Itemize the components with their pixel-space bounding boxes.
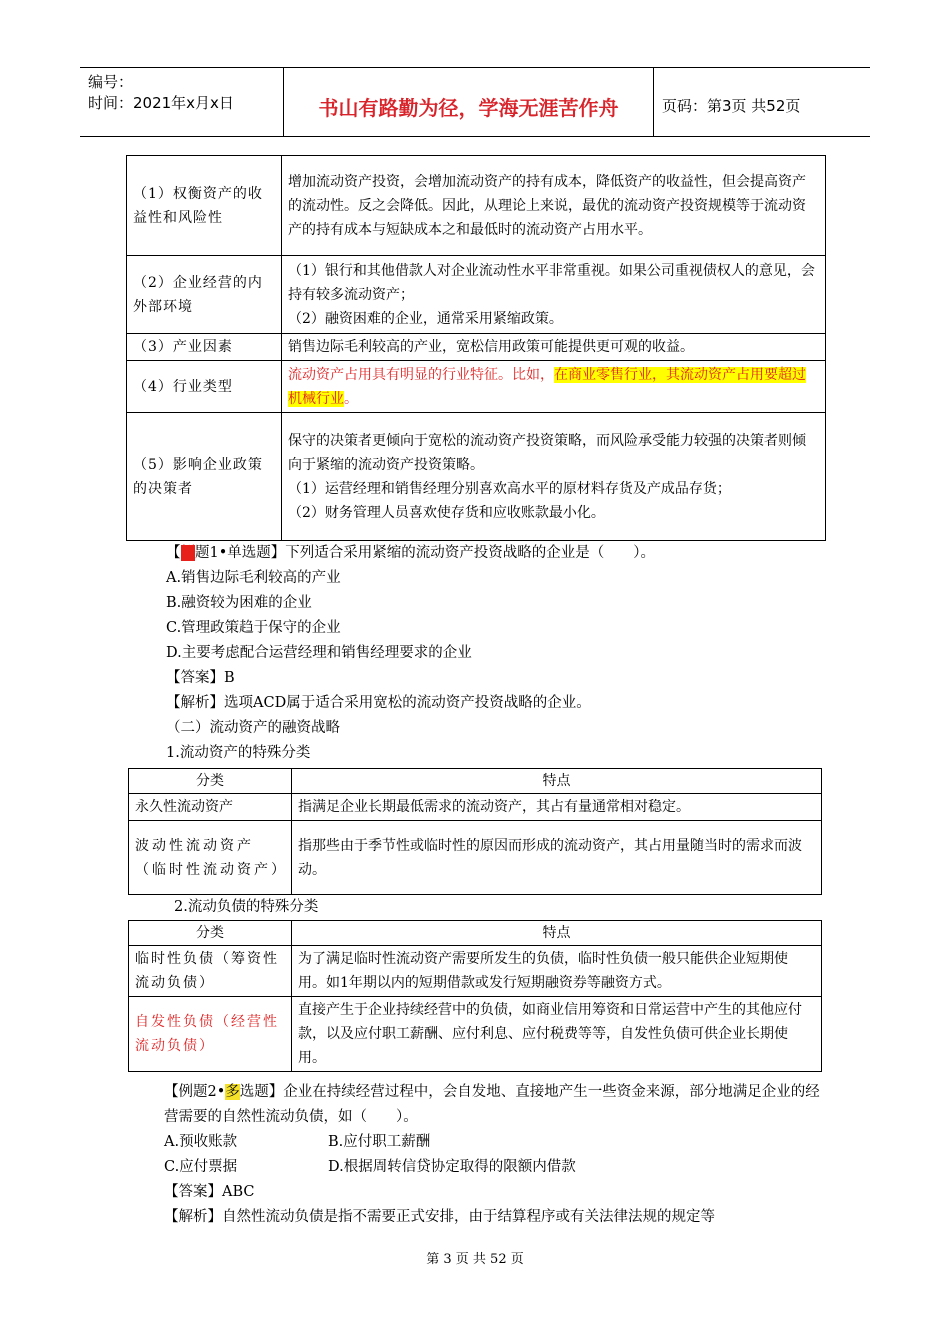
row-label: （4）行业类型 — [127, 361, 282, 413]
table-row: 临时性负债（筹资性流动负债） 为了满足临时性流动资产需要所发生的负债，临时性负债一般只能供企业短期使用。如1年期以内的短期借款或发行短期融资券等融资方式。 — [129, 946, 822, 997]
factors-table — [126, 155, 826, 541]
table-row: 自发性负债（经营性流动负债） 直接产生于企业持续经营中的负债，如商业信用筹资和日常运营中产生的其他应付款，以及应付职工薪酬、应付利息、应付税费等等，自发性负债可供企业长期使用。 — [129, 997, 822, 1072]
highlight-mark: 多 — [225, 1084, 240, 1100]
table-row — [127, 256, 826, 334]
row-label: （2）企业经营的内外部环境 — [127, 256, 282, 334]
page-header — [80, 67, 870, 137]
current-liabilities-table: 分类 特点 临时性负债（筹资性流动负债） 为了满足临时性流动资产需要所发生的负债，临时性负债一般只能供企业短期使用。如1年期以内的短期借款或发行短期融资券等融资方式。 自发性负债（经营性流动负债） 直接产生于企业持续经营中的负债，如商业信用筹资和日常运营中产生的其他应付款，以及应付职工薪酬、应付利息、应付税费等等，自发性负债可供企业长期使用。 — [128, 920, 822, 1072]
question-2: 【例题2•多选题】企业在持续经营过程中，会自发地、直接地产生一些资金来源，部分地满足企业的经营需要的自然性流动负债，如（ ）。 A.预收账款 B.应付职工薪酬 C.应付票据 D.根据周转信贷协定取得的限额内借款 【答案】ABC 【解析】自然性流动负债是指不需要正式安排，由于结算程序或有关法律法规的规定等 — [164, 1080, 824, 1230]
current-assets-table: 分类 特点 永久性流动资产 指满足企业长期最低需求的流动资产，其占有量通常相对稳定。 波动性流动资产（临时性流动资产） 指那些由于季节性或临时性的原因而形成的流动资产，其占用量随当时的需求而波动。 — [128, 768, 822, 895]
option: D.主要考虑配合运营经理和销售经理要求的企业 — [166, 645, 472, 661]
table-row — [127, 334, 826, 361]
row-content: （1）银行和其他借款人对企业流动性水平非常重视。如果公司重视债权人的意见，会持有较多流动资产； （2）融资困难的企业，通常采用紧缩政策。 — [282, 256, 826, 334]
table-row — [127, 361, 826, 413]
table-row — [127, 413, 826, 541]
option: C.管理政策趋于保守的企业 — [166, 620, 341, 636]
option: A.预收账款 — [164, 1134, 238, 1150]
analysis: 【解析】自然性流动负债是指不需要正式安排，由于结算程序或有关法律法规的规定等 — [164, 1209, 715, 1225]
highlighted-text: 在商业零售行业，其流动资产占用要超过机械行业 — [288, 366, 806, 407]
answer: 【答案】ABC — [164, 1184, 255, 1200]
time-label: 时间：2021年x月x日 — [88, 94, 234, 112]
option: C.应付票据 — [164, 1159, 238, 1175]
page-footer: 第 3 页 共 52 页 — [426, 1252, 524, 1267]
question-1: 【例题1•单选题】下列适合采用紧缩的流动资产投资战略的企业是（ ）。 A.销售边际毛利较高的产业 B.融资较为困难的企业 C.管理政策趋于保守的企业 D.主要考虑配合运营经理和销售经理要求的企业 【答案】B 【解析】选项ACD属于适合采用宽松的流动资产投资战略的企业。 （二）流动资产的融资战略 1.流动资产的特殊分类 — [136, 541, 826, 766]
document-body — [126, 155, 826, 766]
subsection-heading: 1.流动资产的特殊分类 — [166, 745, 311, 761]
header-motto: 书山有路勤为径，学海无涯苦作舟 — [284, 68, 654, 136]
highlight-mark: 例 — [180, 545, 195, 561]
table-row: 波动性流动资产（临时性流动资产） 指那些由于季节性或临时性的原因而形成的流动资产，其占用量随当时的需求而波动。 — [129, 821, 822, 895]
analysis: 【解析】选项ACD属于适合采用宽松的流动资产投资战略的企业。 — [166, 695, 591, 711]
row-label: （3）产业因素 — [127, 334, 282, 361]
option: D.根据周转信贷协定取得的限额内借款 — [328, 1159, 576, 1175]
table-row: 永久性流动资产 指满足企业长期最低需求的流动资产，其占有量通常相对稳定。 — [129, 794, 822, 821]
option: A.销售边际毛利较高的产业 — [166, 570, 341, 586]
section-heading: （二）流动资产的融资战略 — [166, 720, 340, 736]
row-content: 增加流动资产投资，会增加流动资产的持有成本，降低资产的收益性，但会提高资产的流动性。反之会降低。因此，从理论上来说，最优的流动资产投资规模等于流动资产的持有成本与短缺成本之和最低时的流动资产占用水平。 — [282, 156, 826, 256]
row-content: 流动资产占用具有明显的行业特征。比如，在商业零售行业，其流动资产占用要超过机械行业。 — [282, 361, 826, 413]
option: B.应付职工薪酬 — [328, 1134, 431, 1150]
row-label: （5）影响企业政策的决策者 — [127, 413, 282, 541]
option: B.融资较为困难的企业 — [166, 595, 312, 611]
header-page: 页码：第3页 共52页 — [662, 96, 801, 115]
assets-table-wrap — [128, 768, 822, 1072]
row-label: （1）权衡资产的收益性和风险性 — [127, 156, 282, 256]
table-row — [127, 156, 826, 256]
row-content: 保守的决策者更倾向于宽松的流动资产投资策略，而风险承受能力较强的决策者则倾向于紧缩的流动资产投资策略。 （1）运营经理和销售经理分别喜欢高水平的原材料存货及产成品存货； （2）财务管理人员喜欢使存货和应收账款最小化。 — [282, 413, 826, 541]
code-label: 编号： — [88, 73, 134, 91]
header-meta — [80, 68, 284, 136]
subsection-heading: 2.流动负债的特殊分类 — [174, 899, 319, 915]
row-content: 销售边际毛利较高的产业，宽松信用政策可能提供更可观的收益。 — [282, 334, 826, 361]
answer: 【答案】B — [166, 670, 235, 686]
